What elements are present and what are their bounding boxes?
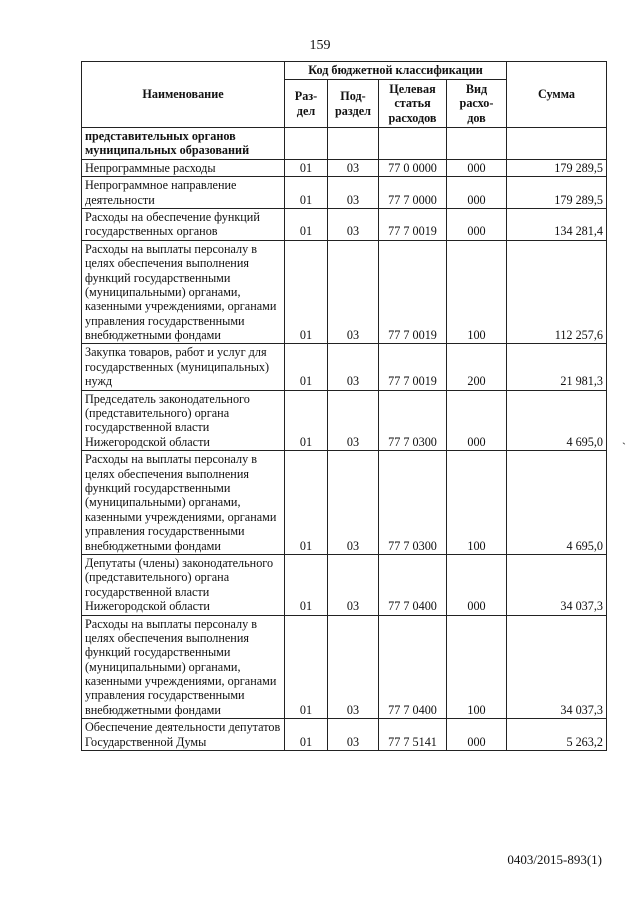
stray-mark: ` — [622, 440, 626, 454]
document-code: 0403/2015-893(1) — [507, 852, 602, 867]
row-sum: 4 695,0 — [507, 451, 607, 555]
header-type: Вид расхо- дов — [447, 80, 507, 128]
row-sum: 112 257,6 — [507, 240, 607, 344]
row-name: Расходы на выплаты персоналу в целях обеспечения выполнения функций государственными (муниципальными) органами, казенными учреждениями, органами управления государственными внебюджетными фондами — [82, 240, 285, 344]
row-section: 01 — [285, 344, 328, 390]
row-name: Обеспечение деятельности депутатов Государственной Думы — [82, 719, 285, 751]
row-sum: 5 263,2 — [507, 719, 607, 751]
table-row — [82, 554, 607, 615]
header-sum: Сумма — [507, 62, 607, 128]
row-name: Депутаты (члены) законодательного (представительного) органа государственной власти Нижегородской области — [82, 554, 285, 615]
table-row — [82, 719, 607, 751]
table-row — [82, 390, 607, 451]
row-type: 000 — [447, 159, 507, 176]
row-type: 000 — [447, 719, 507, 751]
row-section: 01 — [285, 208, 328, 240]
row-type: 000 — [447, 208, 507, 240]
row-name: представительных органов муниципальных образований — [82, 128, 285, 160]
row-type: 000 — [447, 177, 507, 209]
row-section: 01 — [285, 159, 328, 176]
row-subsection: 03 — [328, 719, 379, 751]
row-subsection: 03 — [328, 554, 379, 615]
row-target: 77 0 0000 — [379, 159, 447, 176]
row-type: 000 — [447, 390, 507, 451]
row-subsection: 03 — [328, 240, 379, 344]
row-sum: 34 037,3 — [507, 615, 607, 719]
row-sum: 4 695,0 — [507, 390, 607, 451]
row-section: 01 — [285, 719, 328, 751]
row-sum — [507, 128, 607, 160]
header-name: Наименование — [82, 62, 285, 128]
table-row — [82, 240, 607, 344]
row-type: 100 — [447, 451, 507, 555]
row-subsection: 03 — [328, 451, 379, 555]
row-target: 77 7 0400 — [379, 615, 447, 719]
table-row — [82, 128, 607, 160]
row-section: 01 — [285, 554, 328, 615]
row-target: 77 7 0300 — [379, 390, 447, 451]
row-sum: 34 037,3 — [507, 554, 607, 615]
table-row — [82, 451, 607, 555]
row-subsection: 03 — [328, 615, 379, 719]
header-section: Раз- дел — [285, 80, 328, 128]
row-target: 77 7 0019 — [379, 344, 447, 390]
row-target: 77 7 0400 — [379, 554, 447, 615]
row-section: 01 — [285, 390, 328, 451]
row-subsection: 03 — [328, 208, 379, 240]
row-subsection — [328, 128, 379, 160]
row-section: 01 — [285, 451, 328, 555]
row-sum: 21 981,3 — [507, 344, 607, 390]
table-row — [82, 159, 607, 176]
header-target: Целевая статья расходов — [379, 80, 447, 128]
row-section: 01 — [285, 240, 328, 344]
row-name: Председатель законодательного (представительного) органа государственной власти Нижегородской области — [82, 390, 285, 451]
table-row — [82, 344, 607, 390]
row-target: 77 7 0000 — [379, 177, 447, 209]
row-name: Расходы на выплаты персоналу в целях обеспечения выполнения функций государственными (муниципальными) органами, казенными учреждениями, органами управления государственными внебюджетными фондами — [82, 615, 285, 719]
row-sum: 134 281,4 — [507, 208, 607, 240]
table-row — [82, 177, 607, 209]
row-target: 77 7 0019 — [379, 208, 447, 240]
row-subsection: 03 — [328, 390, 379, 451]
budget-table — [81, 61, 607, 751]
row-subsection: 03 — [328, 159, 379, 176]
row-subsection: 03 — [328, 177, 379, 209]
row-section: 01 — [285, 615, 328, 719]
row-subsection: 03 — [328, 344, 379, 390]
row-name: Расходы на выплаты персоналу в целях обеспечения выполнения функций государственными (муниципальными) органами, казенными учреждениями, органами управления государственными внебюджетными фондами — [82, 451, 285, 555]
row-sum: 179 289,5 — [507, 177, 607, 209]
row-target: 77 7 0019 — [379, 240, 447, 344]
row-type: 100 — [447, 240, 507, 344]
row-section: 01 — [285, 177, 328, 209]
row-target: 77 7 0300 — [379, 451, 447, 555]
row-target — [379, 128, 447, 160]
row-sum: 179 289,5 — [507, 159, 607, 176]
row-name: Непрограммные расходы — [82, 159, 285, 176]
table-row — [82, 615, 607, 719]
row-name: Расходы на обеспечение функций государственных органов — [82, 208, 285, 240]
row-name: Закупка товаров, работ и услуг для государственных (муниципальных) нужд — [82, 344, 285, 390]
row-type — [447, 128, 507, 160]
row-section — [285, 128, 328, 160]
row-type: 100 — [447, 615, 507, 719]
row-name: Непрограммное направление деятельности — [82, 177, 285, 209]
page-number: 159 — [309, 38, 331, 53]
row-type: 000 — [447, 554, 507, 615]
row-type: 200 — [447, 344, 507, 390]
header-code-group: Код бюджетной классификации — [285, 62, 507, 80]
row-target: 77 7 5141 — [379, 719, 447, 751]
header-subsection: Под- раздел — [328, 80, 379, 128]
table-row — [82, 208, 607, 240]
